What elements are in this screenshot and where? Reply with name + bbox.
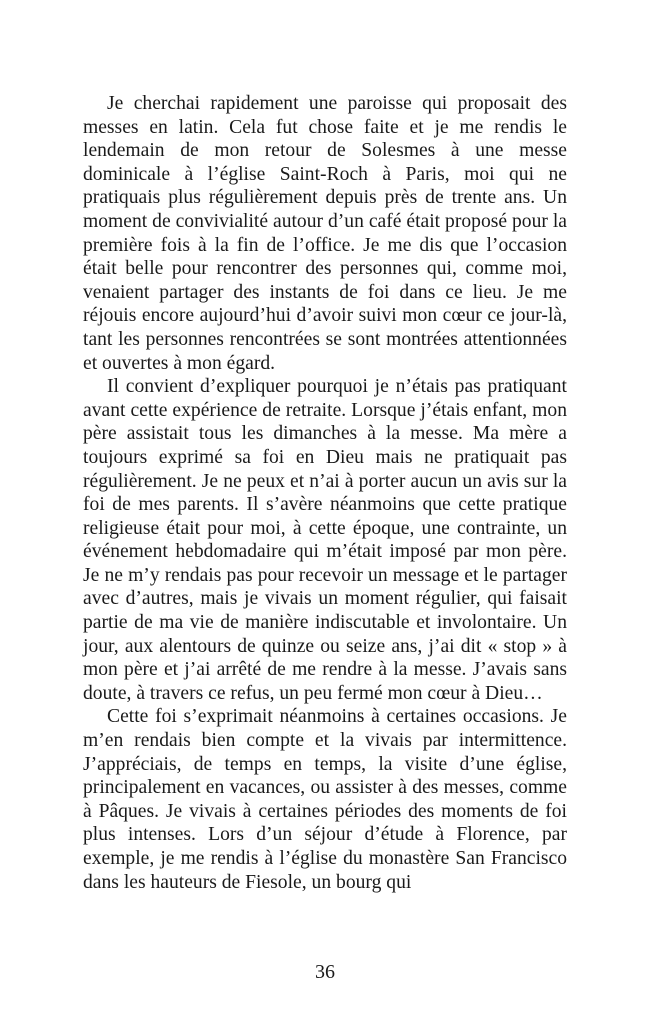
page-number: 36 bbox=[315, 961, 335, 983]
paragraph-2: Il convient d’expliquer pourquoi je n’étais pas pratiquant avant cette expérience de retraite. Lorsque j’étais enfant, mon père assistait tous les dimanches à la messe. Ma mère a toujours exprimé sa foi en Dieu mais ne pratiquait pas régulièrement. Je ne peux et n’ai à porter aucun un avis sur la foi de mes parents. Il s’avère néanmoins que cette pratique religieuse était pour moi, à cette époque, une contrainte, un événement hebdomadaire qui m’était imposé par mon père. Je ne m’y rendais pas pour recevoir un message et le partager avec d’autres, mais je vivais un moment régulier, qui faisait partie de ma vie de manière indiscutable et involontaire. Un jour, aux alentours de quinze ou seize ans, j’ai dit « stop » à mon père et j’ai arrêté de me rendre à la messe. J’avais sans doute, à travers ce refus, un peu fermé mon cœur à Dieu… bbox=[83, 376, 567, 704]
paragraph-3: Cette foi s’exprimait néanmoins à certaines occasions. Je m’en rendais bien compte et la vivais par intermittence. J’appréciais, de temps en temps, la visite d’une église, principalement en vacances, ou assister à des messes, comme à Pâques. Je vivais à certaines périodes des moments de foi plus intenses. Lors d’un séjour d’étude à Florence, par exemple, je me rendis à l’église du monastère San Francisco dans les hauteurs de Fiesole, un bourg qui bbox=[83, 706, 567, 893]
body-text bbox=[83, 92, 567, 894]
paragraph-1: Je cherchai rapidement une paroisse qui proposait des messes en latin. Cela fut chose faite et je me rendis le lendemain de mon retour de Solesmes à une messe dominicale à l’église Saint-Roch à Paris, moi qui ne pratiquais plus régulièrement depuis près de trente ans. Un moment de convivialité autour d’un café était proposé pour la première fois à la fin de l’office. Je me dis que l’occasion était belle pour rencontrer des personnes qui, comme moi, venaient partager des instants de foi dans ce lieu. Je me réjouis encore aujourd’hui d’avoir suivi mon cœur ce jour-là, tant les personnes rencontrées se sont montrées attentionnées et ouvertes à mon égard. bbox=[83, 93, 567, 374]
